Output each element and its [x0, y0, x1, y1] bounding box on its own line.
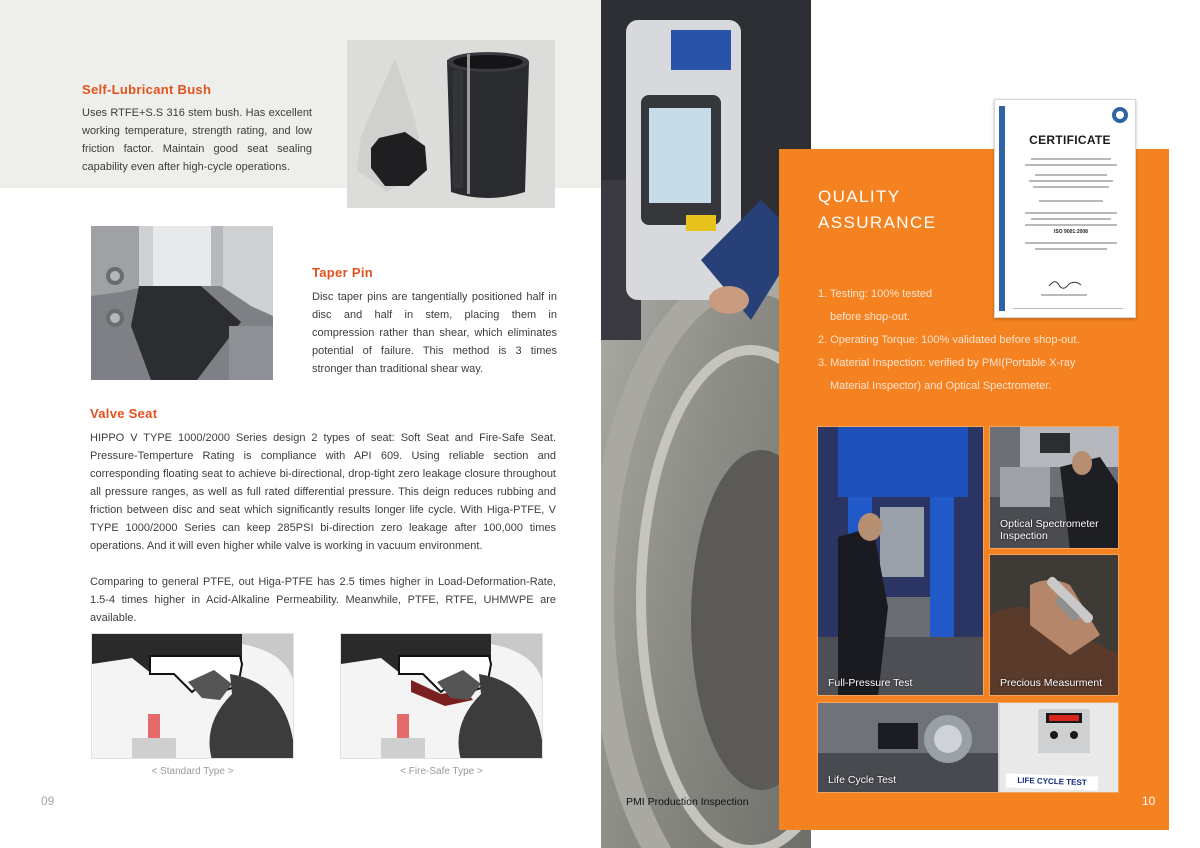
certificate-standard: ISO 9001:2008 — [1054, 229, 1088, 235]
optical-spectrometer-label: Optical Spectrometer Inspection — [1000, 518, 1099, 542]
certification-seal-icon — [1111, 106, 1129, 124]
fire-safe-seat-diagram — [340, 633, 543, 759]
life-cycle-sign: LIFE CYCLE TEST — [1006, 773, 1098, 790]
standard-seat-diagram — [91, 633, 294, 759]
quality-item: Material Inspector) and Optical Spectrometer. — [830, 380, 1052, 392]
iso-certificate — [994, 99, 1136, 318]
quality-title-line2: ASSURANCE — [818, 213, 937, 232]
certificate-signature — [1047, 276, 1083, 290]
bush-photo — [347, 40, 555, 208]
bush-body: Uses RTFE+S.S 316 stem bush. Has excellent working temperature, strength rating, and low friction factor. Maintain good seat sealing capability even after high-cycle operations. — [82, 107, 312, 173]
precious-measurement-label: Precious Measurment — [1000, 677, 1103, 689]
valve-seat-body-1: HIPPO V TYPE 1000/2000 Series design 2 types of seat: Soft Seat and Fire-Safe Seat. Pressure-Temperture Rating is compliance with API 609. Using reliable section and corresponding floating seat to achieve bi-directional, drop-tight zero leakage closure throughout all pressure ranges, as well as full rated differential pressure. This deign reduces rubbing and friction between disc and seat which significantly results longer life cycle. With Higa-PTFE, V TYPE 1000/2000 Series can keep 285PSI bi-direction zero leakage after 100,000 times operations. And it will even higher while valve is working in vacuum environment. — [90, 432, 556, 552]
life-cycle-test-photo — [817, 702, 1119, 793]
certificate-title: CERTIFICATE — [1029, 133, 1111, 147]
quality-item: 2. Operating Torque: 100% validated before shop-out. — [818, 334, 1080, 346]
pmi-caption: PMI Production Inspection — [626, 796, 749, 808]
full-pressure-test-label: Full-Pressure Test — [828, 677, 913, 689]
full-pressure-test-photo — [817, 426, 984, 696]
quality-item: 3. Material Inspection: verified by PMI(Portable X-ray — [818, 357, 1076, 369]
standard-type-caption: < Standard Type > — [151, 766, 234, 777]
taper-pin-render — [91, 226, 273, 380]
page-number-left: 09 — [41, 794, 55, 808]
quality-title-line1: QUALITY — [818, 187, 901, 206]
precious-measurement-photo — [989, 554, 1119, 696]
taper-pin-body: Disc taper pins are tangentially positioned half in disc and half in stem, placing them in compression rather than shear, which eliminates potential of failure. This method is 3 times stronger than traditional shear way. — [312, 291, 557, 375]
valve-seat-title: Valve Seat — [90, 406, 158, 421]
bush-title: Self-Lubricant Bush — [82, 82, 212, 97]
taper-pin-title: Taper Pin — [312, 265, 373, 280]
optical-spectrometer-photo — [989, 426, 1119, 549]
page-number-right: 10 — [1142, 794, 1156, 808]
quality-item: before shop-out. — [830, 311, 911, 323]
valve-seat-body-2: Comparing to general PTFE, out Higa-PTFE has 2.5 times higher in Load-Deformation-Rate, 1.5-4 times higher in Acid-Alkaline Permeability. Meanwhile, PTFE, RTFE, UHMWPE are available. — [90, 576, 556, 624]
quality-item: 1. Testing: 100% tested — [818, 288, 933, 300]
life-cycle-test-label: Life Cycle Test — [828, 774, 897, 786]
fire-safe-type-caption: < Fire-Safe Type > — [400, 766, 483, 777]
